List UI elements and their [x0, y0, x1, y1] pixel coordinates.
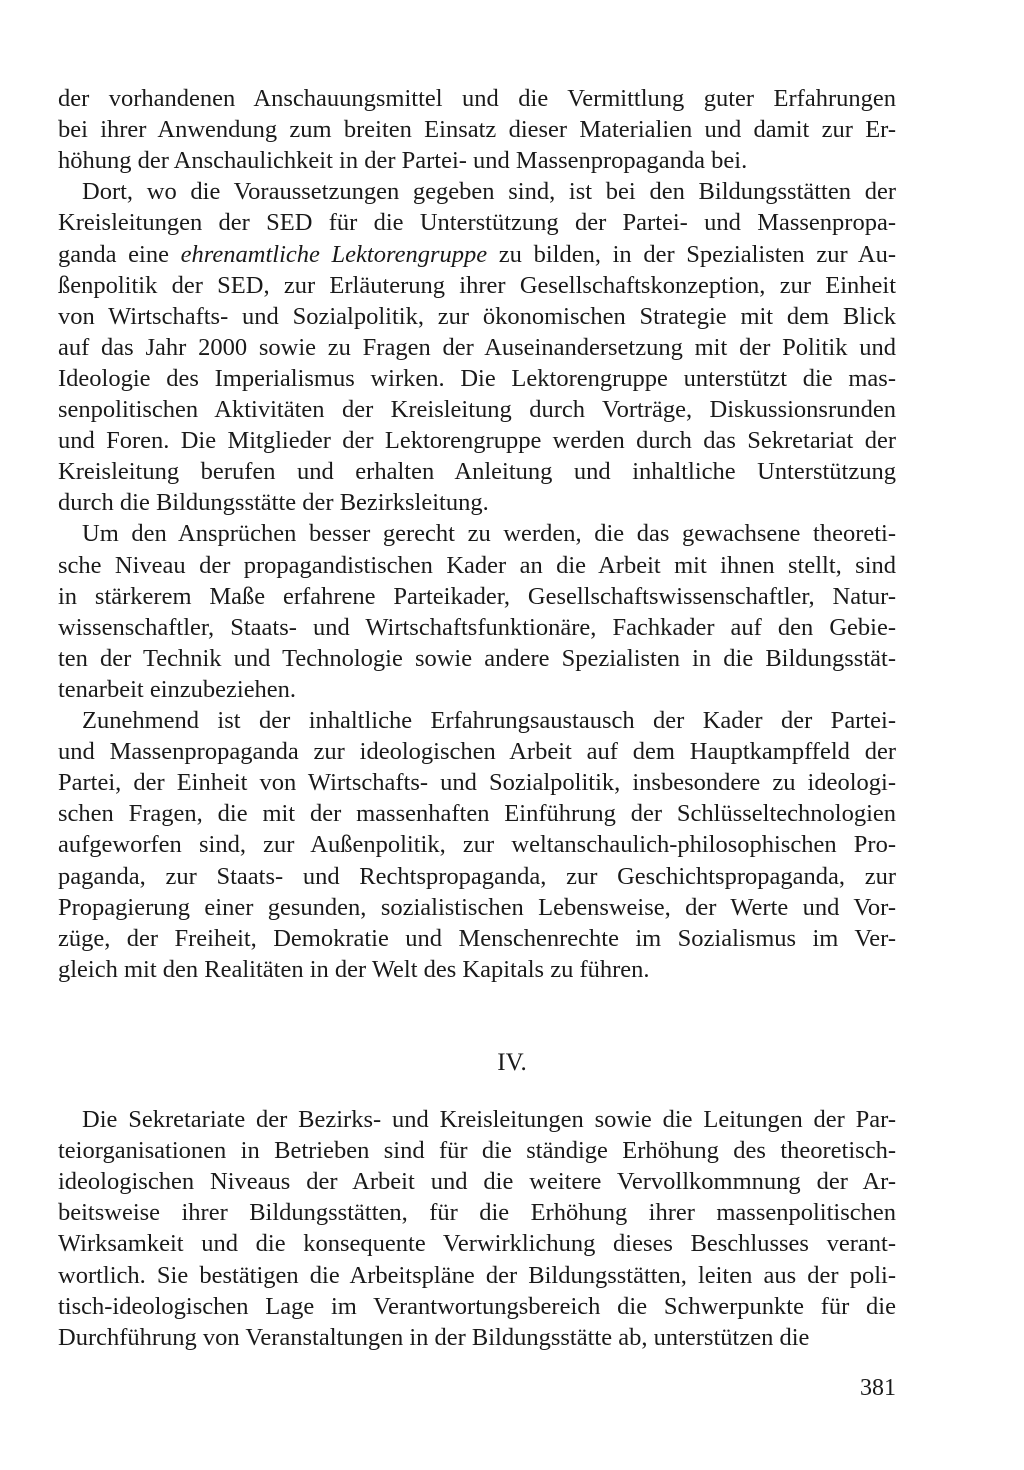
text-line: ßenpolitik der SED, zur Erläuterung ihrer Gesellschaftskonzeption, zur Einheit	[58, 271, 896, 299]
text-line: höhung der Anschaulichkeit in der Partei- und Massenpropaganda bei.	[58, 147, 748, 175]
text-line: wortlich. Sie bestätigen die Arbeitspläne der Bildungsstätten, leiten aus der poli-	[58, 1261, 896, 1289]
text-line: auf das Jahr 2000 sowie zu Fragen der Auseinandersetzung mit der Politik und	[58, 333, 896, 361]
text-line: beitsweise ihrer Bildungsstätten, für die Erhöhung ihrer massenpolitischen	[58, 1199, 896, 1227]
text-line: Dort, wo die Voraussetzungen gegeben sind, ist bei den Bildungsstätten der	[82, 178, 896, 206]
text-line: Zunehmend ist der inhaltliche Erfahrungsaustausch der Kader der Partei-	[82, 707, 896, 734]
text-line: der vorhandenen Anschauungsmittel und die Vermittlung guter Erfahrungen	[58, 85, 896, 112]
text-line: teiorganisationen in Betrieben sind für die ständige Erhöhung des theoretisch-	[58, 1137, 896, 1165]
text-line: ten der Technik und Technologie sowie andere Spezialisten in die Bildungsstät-	[58, 644, 896, 672]
page-number: 381	[860, 1375, 896, 1401]
text-line: Kreisleitung berufen und erhalten Anleitung und inhaltliche Unterstützung	[58, 458, 896, 486]
text-line: Partei, der Einheit von Wirtschafts- und Sozialpolitik, insbesondere zu ideologi-	[58, 769, 896, 797]
text-line: ganda eine ehrenamtliche Lektorengruppe zu bilden, in der Spezialisten zur Au-	[58, 240, 897, 268]
text-line: bei ihrer Anwendung zum breiten Einsatz dieser Materialien und damit zur Er-	[58, 116, 896, 144]
text-line: ideologischen Niveaus der Arbeit und die weitere Vervollkommnung der Ar-	[58, 1168, 896, 1196]
emphasized-term: ehrenamtliche Lektorengruppe	[180, 240, 488, 268]
text-line: paganda, zur Staats- und Rechtspropaganda, zur Geschichtspropaganda, zur	[58, 862, 896, 890]
text-line: züge, der Freiheit, Demokratie und Menschenrechte im Sozialismus im Ver-	[58, 924, 896, 952]
text-line: Um den Ansprüchen besser gerecht zu werden, die das gewachsene theoreti-	[82, 520, 896, 548]
text-line: Wirksamkeit und die konsequente Verwirklichung dieses Beschlusses verant-	[58, 1230, 896, 1258]
section-heading: IV.	[497, 1049, 527, 1076]
text-line: und Massenpropaganda zur ideologischen Arbeit auf dem Hauptkampffeld der	[58, 738, 896, 766]
text-line: wissenschaftler, Staats- und Wirtschaftsfunktionäre, Fachkader auf den Gebie-	[58, 613, 896, 641]
text-line: aufgeworfen sind, zur Außenpolitik, zur weltanschaulich-philosophischen Pro-	[58, 831, 896, 859]
text-line: in stärkerem Maße erfahrene Parteikader, Gesellschaftswissenschaftler, Natur-	[58, 582, 896, 610]
text-line: schen Fragen, die mit der massenhaften Einführung der Schlüsseltechnologien	[58, 800, 896, 828]
text-line: Kreisleitungen der SED für die Unterstützung der Partei- und Massenpropa-	[58, 209, 896, 237]
text-line: Durchführung von Veranstaltungen in der Bildungsstätte ab, unterstützen die	[58, 1323, 810, 1351]
text-line: durch die Bildungsstätte der Bezirksleitung.	[58, 489, 489, 517]
text-line: von Wirtschafts- und Sozialpolitik, zur ökonomischen Strategie mit dem Blick	[58, 302, 896, 330]
text-line: tenarbeit einzubeziehen.	[58, 675, 297, 703]
text-line: Ideologie des Imperialismus wirken. Die Lektorengruppe unterstützt die mas-	[58, 364, 896, 392]
text-line: gleich mit den Realitäten in der Welt des Kapitals zu führen.	[58, 955, 650, 983]
text-line: senpolitischen Aktivitäten der Kreisleitung durch Vorträge, Diskussionsrunden	[58, 396, 896, 423]
text-line: tisch-ideologischen Lage im Verantwortungsbereich die Schwerpunkte für die	[58, 1292, 896, 1320]
text-line: sche Niveau der propagandistischen Kader an die Arbeit mit ihnen stellt, sind	[58, 551, 896, 579]
text-line: Die Sekretariate der Bezirks- und Kreisleitungen sowie die Leitungen der Par-	[82, 1106, 896, 1133]
text-line: und Foren. Die Mitglieder der Lektorengruppe werden durch das Sekretariat der	[58, 427, 896, 455]
text-line: Propagierung einer gesunden, sozialistischen Lebensweise, der Werte und Vor-	[58, 893, 896, 921]
